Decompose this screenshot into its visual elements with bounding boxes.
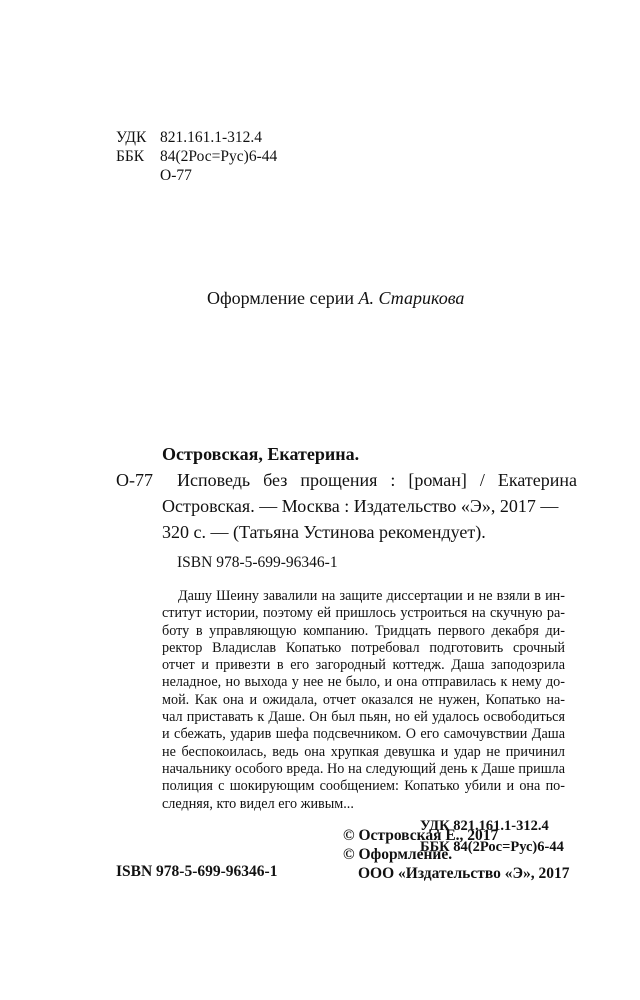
bbk-label: ББК <box>116 148 145 165</box>
bbk-value: 84(2Рос=Рус)6-44 <box>160 148 278 165</box>
catalog-heading: Островская, Екатерина. <box>162 444 360 464</box>
annotation-line: Дашу Шеину завалили на защите диссертации и не взяли в ин- <box>178 588 565 604</box>
annotation-line: ректор Владислав Копатько потребовал подготовить срочный <box>162 639 565 656</box>
annotation <box>162 588 565 813</box>
annotation-line: и сбежать, ударив шефа подсвечником. О его самочувствии Даша <box>162 726 565 743</box>
author-mark: О-77 <box>160 167 192 184</box>
annotation-line: полиция с шокирующим сообщением: Копатько убили и она по- <box>162 778 565 795</box>
annotation-line: боту в управляющую компанию. Тридцать первого декабря ди- <box>162 622 565 639</box>
annotation-bbk: ББК 84(2Рос=Рус)6-44 <box>420 839 564 855</box>
catalog-description <box>177 467 577 493</box>
copyright-design: © Оформление. <box>343 846 453 863</box>
publisher-imprint: ООО «Издательство «Э», 2017 <box>358 865 570 882</box>
annotation-line: неладное, но выхода у нее не было, и она отправилась к нему до- <box>162 674 565 691</box>
udk-label: УДК <box>116 129 147 146</box>
series-design-credit <box>207 288 464 309</box>
udk-value: 821.161.1-312.4 <box>160 129 263 146</box>
annotation-udk: УДК 821.161.1-312.4 <box>420 818 549 834</box>
annotation-line: начальнику особого вреда. Но на следующий день к Даше пришла <box>162 760 565 777</box>
catalog-line-2: Островская. — Москва : Издательство «Э», 2017 — <box>162 496 559 516</box>
copyright-author: © Островская Е., 2017 <box>343 827 499 844</box>
series-design-prefix: Оформление серии <box>207 288 354 308</box>
classification-block <box>116 128 277 185</box>
bbk-row <box>116 147 277 166</box>
catalog-isbn: ISBN 978-5-699-96346-1 <box>177 554 338 571</box>
catalog-line-3: 320 с. — (Татьяна Устинова рекомендует). <box>162 522 486 542</box>
annotation-line: следняя, кто видел его живым... <box>162 795 354 812</box>
annotation-line: ститут истории, поэтому ей пришлось устроиться на скучную ра- <box>162 605 565 622</box>
annotation-line: не беспокоилась, ведь она хрупкая девушка и удар не причинил <box>162 743 565 760</box>
annotation-text <box>162 588 565 813</box>
series-designer-name: А. Старикова <box>358 288 465 308</box>
annotation-line: чал приставать к Даше. Он был пьян, но ей удалось освободиться <box>162 709 565 726</box>
annotation-line: мой. Как она и ожидала, отчет оказался не нужен, Копатько на- <box>162 691 565 708</box>
catalog-author-mark: О-77 <box>116 470 153 490</box>
catalog-line-1: Исповедь без прощения : [роман] / Екатерина <box>177 470 577 490</box>
udk-row <box>116 128 277 147</box>
annotation-line: отчет и привезти в его загородный коттедж. Даша заподозрила <box>162 657 565 674</box>
author-mark-row <box>116 166 277 185</box>
imprint-isbn: ISBN 978-5-699-96346-1 <box>116 863 278 880</box>
